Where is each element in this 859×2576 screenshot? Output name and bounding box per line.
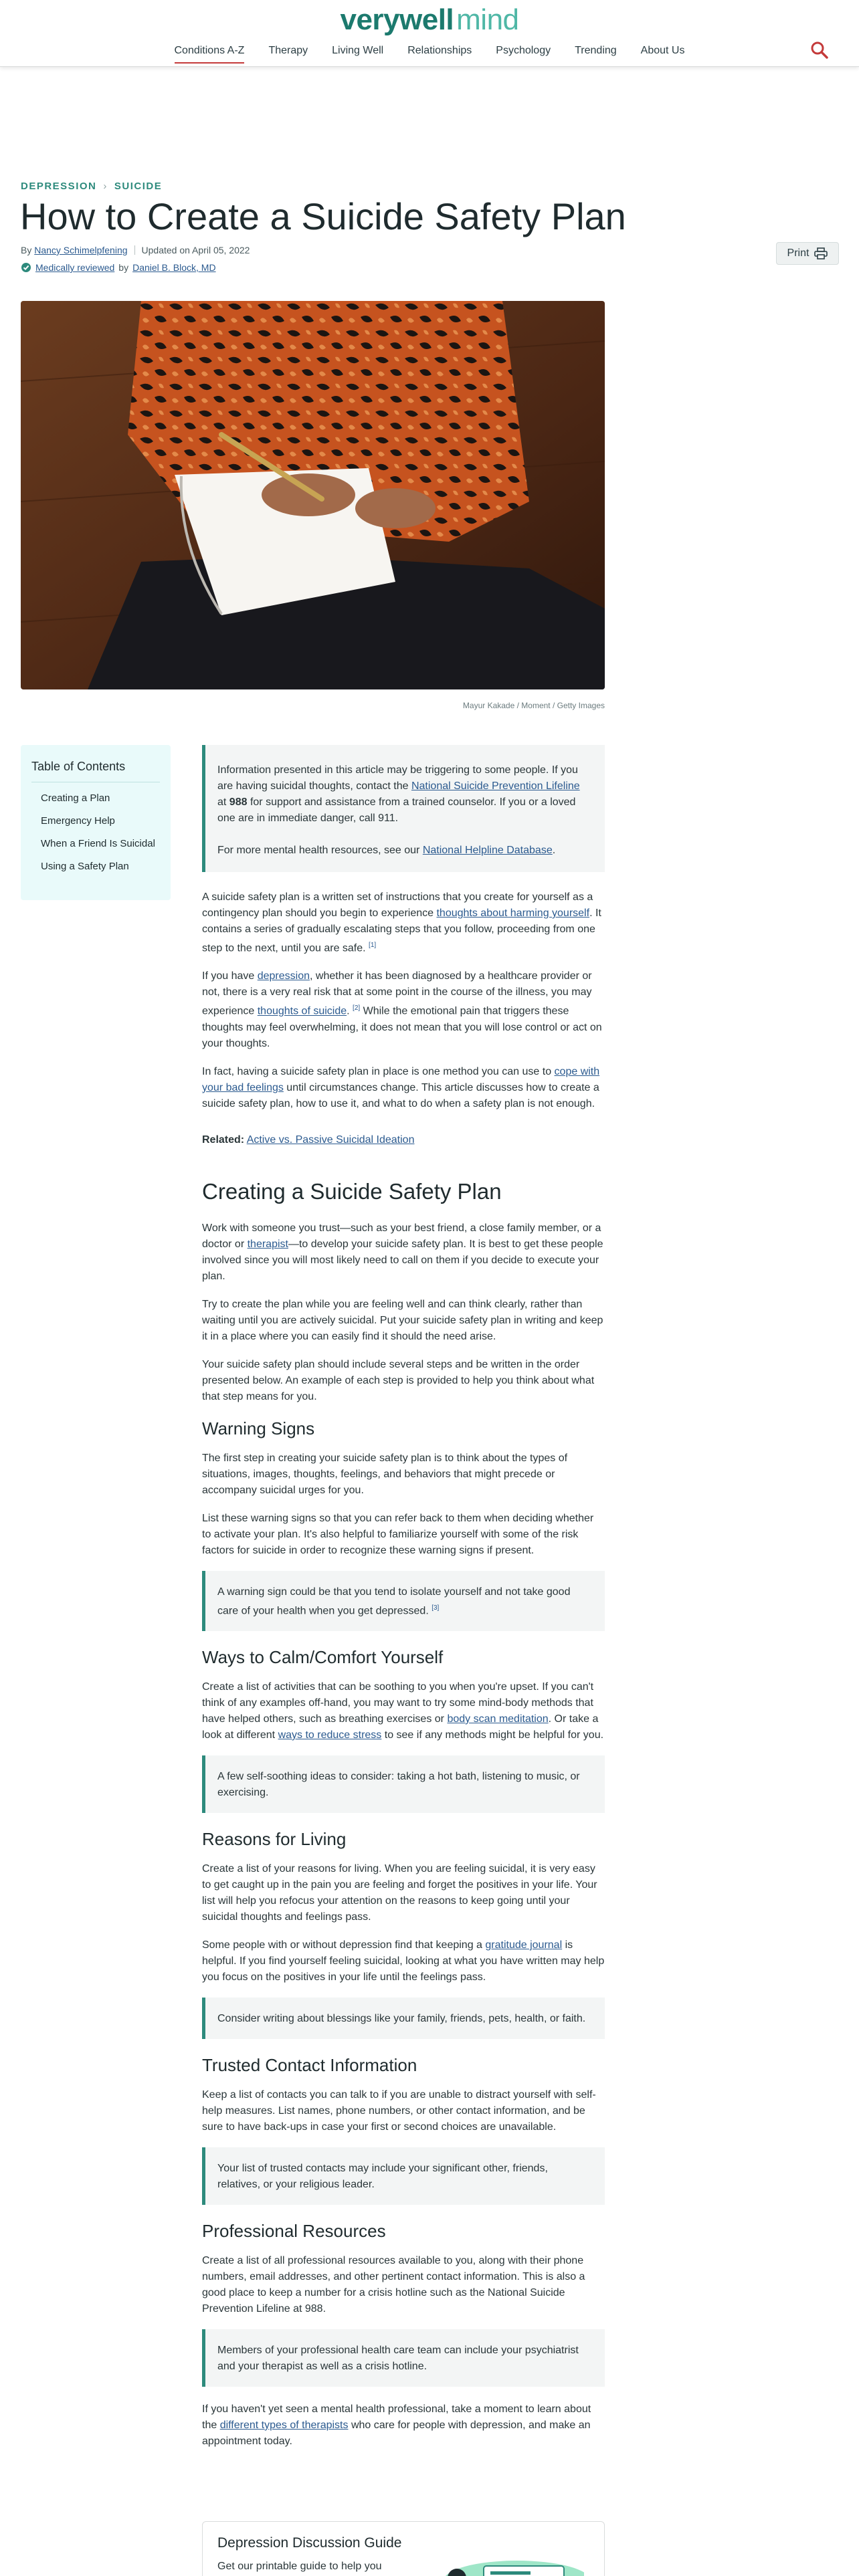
related-article-link[interactable]: Active vs. Passive Suicidal Ideation (246, 1134, 415, 1146)
table-of-contents (21, 745, 171, 900)
medical-review (21, 262, 216, 273)
notice-text: For more mental health resources, see our (217, 845, 423, 856)
toc-item-creating-plan[interactable]: Creating a Plan (41, 792, 110, 804)
reasons-paragraph-1: Create a list of your reasons for living. When you are feeling suicidal, it is very easy to get caught up in the pain you are feeling and forget the positives in your life. Your list will help you refocus your attention on the reasons to keep going until your suicidal thoughts and feelings pass. (202, 1862, 597, 1923)
breadcrumb (21, 181, 162, 192)
related-label: Related: (202, 1134, 245, 1146)
related-link-row (202, 1132, 605, 1148)
notice-paragraph-2 (217, 843, 590, 859)
notice-paragraph-1 (217, 762, 590, 827)
print-label: Print (787, 247, 809, 259)
trigger-warning-notice (202, 745, 605, 872)
nav-living-well[interactable]: Living Well (332, 45, 384, 56)
warning-paragraph-1: The first step in creating your suicide safety plan is to think about the types of situations, images, thoughts, feelings, and behaviors that might precede or accompany suicidal urges for you. (202, 1452, 568, 1496)
calm-callout (202, 1755, 605, 1813)
checkmark-badge-icon (21, 262, 31, 273)
body-text: A suicide safety plan is a written set of instructions that you create for yourself as a contingency plan should you begin to experience (202, 891, 593, 919)
gratitude-journal-link[interactable]: gratitude journal (485, 1939, 563, 1951)
breadcrumb-chevron-icon: › (103, 181, 108, 192)
toc-title: Table of Contents (31, 760, 160, 782)
notice-text: at (217, 796, 229, 808)
by-label: By (21, 245, 32, 255)
creating-paragraph-3: Your suicide safety plan should include several steps and be written in the order presented below. An example of each step is provided to help you think about what that step means for you. (202, 1358, 595, 1402)
heading-calm-comfort: Ways to Calm/Comfort Yourself (202, 1646, 444, 1667)
hero-image (21, 301, 605, 689)
print-button[interactable] (776, 242, 839, 265)
body-scan-link[interactable]: body scan meditation (447, 1713, 549, 1725)
body-text: If you have (202, 970, 258, 982)
nav-about-us[interactable]: About Us (640, 45, 685, 56)
body-text: . Or take a look at different (202, 1713, 599, 1741)
body-text: is helpful. If you find yourself feeling suicidal, looking at what you have written may help you focus on the positives in your life until the feelings pass. (202, 1939, 605, 1983)
warning-paragraph-2: List these warning signs so that you can refer back to them when deciding whether to activate your plan. It's also helpful to familiarize yourself with some of the risk factors for suicide in order to recognize these warning signs if present. (202, 1512, 594, 1556)
image-caption: Mayur Kakade / Moment / Getty Images (462, 701, 605, 710)
body-text: Some people with or without depression find that keeping a (202, 1939, 486, 1951)
logo-main: verywell (340, 3, 454, 36)
callout-body: A warning sign could be that you tend to isolate yourself and not take good care of your health when you get depressed. (217, 1586, 571, 1616)
discussion-guide-card[interactable] (202, 2521, 605, 2576)
creating-paragraph-2: Try to create the plan while you are feeling well and can think clearly, rather than waiting until you are actively suicidal. Put your suicide safety plan in writing and keep it in a place where you can easily find it should the need arise. (202, 1298, 603, 1342)
body-text: If you haven't yet seen a mental health professional, take a moment to learn about the (202, 2403, 591, 2431)
toc-item-emergency-help[interactable]: Emergency Help (41, 815, 115, 827)
notice-text: . (552, 845, 556, 856)
helpline-database-link[interactable]: National Helpline Database (422, 845, 553, 856)
review-by: by (118, 262, 129, 273)
byline-divider (134, 245, 135, 255)
notice-text: for support and assistance from a trained counselor. If you or a loved one are in immediate danger, call 911. (217, 796, 576, 824)
toc-item-friend-suicidal[interactable]: When a Friend Is Suicidal (41, 838, 155, 849)
printer-icon (814, 247, 828, 259)
therapist-link[interactable]: therapist (247, 1238, 288, 1250)
page-title: How to Create a Suicide Safety Plan (20, 195, 626, 237)
body-text: . It contains a series of gradually escalating steps that you follow, proceeding from one step to the next, until you are safe. (202, 907, 601, 954)
guide-title: Depression Discussion Guide (217, 2535, 402, 2551)
guide-text: Get our printable guide to help you (217, 2561, 382, 2572)
body-text: . (347, 1005, 350, 1017)
search-button[interactable] (809, 40, 830, 60)
nav-trending[interactable]: Trending (575, 45, 617, 56)
warning-callout (202, 1571, 605, 1631)
creating-paragraph-1 (202, 1220, 605, 1285)
professional-paragraph-2 (202, 2401, 605, 2450)
guide-illustration-icon (423, 2554, 584, 2576)
nav-relationships[interactable]: Relationships (407, 45, 472, 56)
callout-text: Your list of trusted contacts may include your significant other, friends, relatives, or your religious leader. (217, 2162, 548, 2190)
cope-feelings-link[interactable]: cope with your bad feelings (202, 1065, 600, 1093)
reasons-callout (202, 1998, 605, 2039)
body-text: , whether it has been diagnosed by a healthcare provider or not, there is a very real risk that at some point in the course of the illness, you may experience (202, 970, 592, 1017)
heading-trusted-contact: Trusted Contact Information (202, 2054, 417, 2075)
heading-professional-resources: Professional Resources (202, 2220, 386, 2241)
body-text: Create a list of activities that can be soothing to you when you're upset. If you can't think of any examples off-hand, you may want to try some mind-body methods that have helped others, such as breathing exercises or (202, 1681, 594, 1725)
lifeline-link[interactable]: National Suicide Prevention Lifeline (411, 780, 580, 792)
updated-date: Updated on April 05, 2022 (141, 245, 250, 255)
body-text: While the emotional pain that triggers these thoughts may feel overwhelming, it does not mean that you will lose control or act on your thoughts. (202, 1005, 602, 1049)
heading-warning-signs: Warning Signs (202, 1418, 315, 1438)
intro-paragraph-1 (202, 889, 605, 956)
body-text: to see if any methods might be helpful for you. (381, 1729, 604, 1741)
depression-link[interactable]: depression (257, 970, 310, 982)
therapist-types-link[interactable]: different types of therapists (219, 2419, 349, 2431)
reduce-stress-link[interactable]: ways to reduce stress (278, 1729, 382, 1741)
body-text: In fact, having a suicide safety plan in place is one method you can use to (202, 1065, 555, 1077)
harming-thoughts-link[interactable]: thoughts about harming yourself (436, 907, 590, 919)
intro-paragraph-3 (202, 1064, 605, 1112)
intro-paragraph-2 (202, 968, 605, 1051)
section-heading-creating: Creating a Suicide Safety Plan (202, 1178, 502, 1204)
trusted-paragraph-1: Keep a list of contacts you can talk to if you are unable to distract yourself with self-help measures. List names, phone numbers, or other contact information, and be sure to have back-ups in case your first or second choices are unavailable. (202, 2088, 596, 2133)
callout-text: Consider writing about blessings like your family, friends, pets, health, or faith. (217, 2012, 586, 2024)
article-body (202, 745, 605, 2462)
medically-reviewed-link[interactable]: Medically reviewed (35, 262, 115, 273)
site-header (0, 0, 859, 67)
citation-2[interactable]: [2] (353, 1004, 361, 1012)
site-logo[interactable] (0, 3, 859, 37)
professional-paragraph-1: Create a list of all professional resources available to you, along with their phone numbers, email addresses, and other pertinent contact information. This is also a good place to keep a number for a crisis hotline such as the National Suicide Prevention Lifeline at 988. (202, 2254, 585, 2315)
nav-psychology[interactable]: Psychology (496, 45, 551, 56)
reviewer-link[interactable]: Daniel B. Block, MD (132, 262, 216, 273)
trusted-callout (202, 2147, 605, 2205)
main-nav (0, 41, 859, 64)
callout-text: Members of your professional health care team can include your psychiatrist and your therapist as well as a crisis hotline. (217, 2344, 579, 2372)
heading-reasons-living: Reasons for Living (202, 1828, 347, 1849)
search-icon (809, 40, 830, 60)
author-link[interactable]: Nancy Schimelpfening (34, 245, 128, 255)
breadcrumb-suicide[interactable]: SUICIDE (114, 181, 163, 192)
body-text: Work with someone you trust—such as your best friend, a close family member, or a doctor or (202, 1222, 601, 1250)
calm-paragraph-1 (202, 1679, 605, 1743)
professional-callout (202, 2329, 605, 2387)
logo-sub: mind (456, 3, 519, 36)
callout-text (217, 1584, 591, 1619)
body-text: until circumstances change. This article discusses how to create a suicide safety plan, how to use it, and what to do when a safety plan is not enough. (202, 1081, 599, 1109)
citation-3[interactable]: [3] (432, 1604, 440, 1612)
callout-text: A few self-soothing ideas to consider: taking a hot bath, listening to music, or exercising. (217, 1770, 580, 1798)
citation-1[interactable]: [1] (369, 942, 377, 949)
reasons-paragraph-2 (202, 1937, 605, 1985)
lifeline-number: 988 (229, 796, 248, 808)
notice-text: Information presented in this article may be triggering to some people. If you are having suicidal thoughts, contact the (217, 764, 578, 792)
breadcrumb-depression[interactable]: DEPRESSION (21, 181, 97, 192)
toc-item-using-plan[interactable]: Using a Safety Plan (41, 861, 129, 872)
byline (21, 245, 250, 255)
body-text: —to develop your suicide safety plan. It is best to get these people involved since you will most likely need to call on them if you decide to execute your plan. (202, 1238, 603, 1282)
body-text: who care for people with depression, and make an appointment today. (202, 2419, 591, 2447)
nav-conditions[interactable]: Conditions A-Z (175, 41, 245, 64)
nav-therapy[interactable]: Therapy (268, 45, 308, 56)
suicide-thoughts-link[interactable]: thoughts of suicide (257, 1005, 347, 1017)
hero-illustration (21, 301, 605, 689)
